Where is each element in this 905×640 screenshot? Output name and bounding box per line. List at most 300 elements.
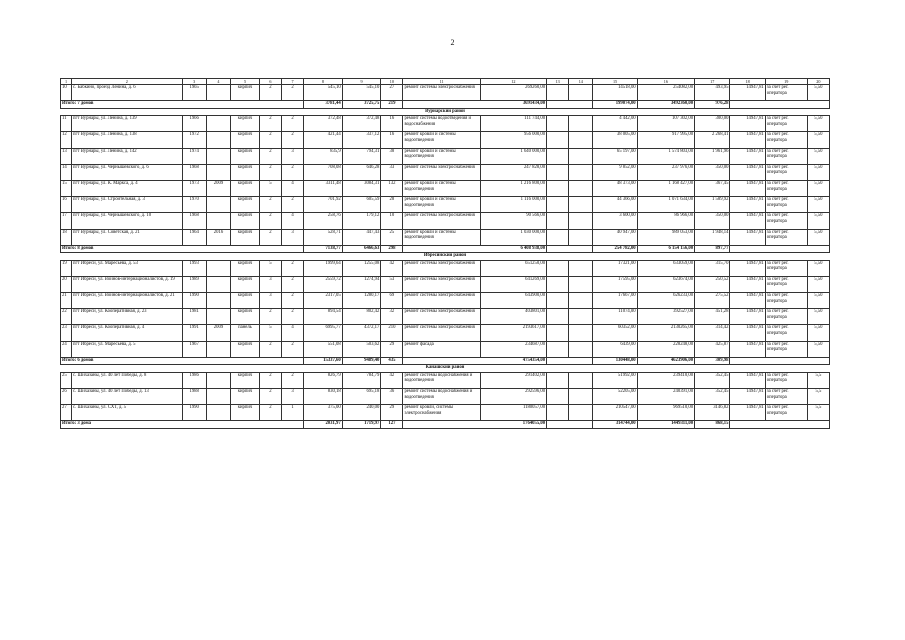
table-cell: 1180057,00: [480, 405, 546, 421]
table-cell: 14947,81: [730, 229, 765, 245]
table-cell: 5,50: [807, 309, 829, 325]
table-cell: [547, 197, 569, 213]
total-row: [61, 245, 830, 253]
table-row: [61, 148, 830, 164]
table-cell: 5,50: [807, 293, 829, 309]
table-cell: 1 961,96: [695, 148, 730, 164]
table-cell: 27: [61, 405, 72, 421]
table-cell: 14: [61, 164, 72, 180]
table-cell: 3725,75: [342, 101, 381, 109]
table-cell: [206, 389, 230, 405]
table-cell: кирпич: [231, 293, 260, 309]
table-row: [61, 197, 830, 213]
table-cell: кирпич: [231, 276, 260, 292]
table-cell: [569, 341, 593, 357]
table-cell: 14947,81: [730, 197, 765, 213]
table-cell: 38 005,00: [593, 132, 637, 148]
table-cell: за счет рег. оператора: [765, 148, 807, 164]
table-cell: 19: [61, 260, 72, 276]
table-cell: 254 782,00: [593, 245, 637, 253]
table-cell: 3 600,00: [593, 213, 637, 229]
table-cell: 3: [281, 229, 303, 245]
table-cell: 26: [61, 389, 72, 405]
table-cell: 3311,48: [304, 180, 343, 196]
table-cell: 20: [807, 79, 829, 85]
table-cell: кирпич: [231, 148, 260, 164]
table-cell: 956 000,00: [480, 132, 546, 148]
table-cell: [569, 405, 593, 421]
table-cell: 451,28: [695, 309, 730, 325]
table-cell: 337,12: [342, 132, 381, 148]
table-cell: 1 216 800,00: [480, 180, 546, 196]
table-cell: за счет рег. оператора: [765, 260, 807, 276]
table-cell: за счет рег. оператора: [765, 276, 807, 292]
table-cell: 36: [381, 389, 403, 405]
table-cell: 830,18: [304, 389, 343, 405]
table-cell: 2009: [206, 325, 230, 341]
table-cell: [206, 405, 230, 421]
table-cell: 5,50: [807, 325, 829, 341]
table-cell: [547, 421, 593, 429]
table-cell: 127: [381, 421, 403, 429]
table-cell: 868,15: [695, 421, 730, 429]
table-cell: 367,45: [695, 180, 730, 196]
table-cell: пгт Ибреси, ул. Воинов-интернационалистов, д. 19: [72, 276, 182, 292]
table-cell: 60352,00: [593, 325, 637, 341]
table-cell: 40 947,00: [593, 229, 637, 245]
table-cell: 503,62: [342, 341, 381, 357]
table-cell: 269260,00: [480, 85, 546, 101]
table-row: [61, 164, 830, 180]
table-cell: 493,95: [695, 85, 730, 101]
table-cell: 3: [259, 293, 281, 309]
table-cell: 291402,00: [480, 372, 546, 388]
table-cell: 1999,64: [304, 260, 343, 276]
table-cell: 69: [381, 293, 403, 309]
table-cell: за счет рег. оператора: [765, 116, 807, 132]
table-cell: 5,50: [807, 276, 829, 292]
table-cell: 3084,31: [342, 180, 381, 196]
table-cell: 14947,81: [730, 164, 765, 180]
table-cell: 6 408 938,00: [403, 245, 547, 253]
table-cell: 292596,00: [480, 389, 546, 405]
table-cell: 11: [403, 79, 480, 85]
table-cell: 1764055,00: [403, 421, 547, 429]
table-cell: 2: [281, 197, 303, 213]
table-cell: [206, 85, 230, 101]
table-cell: 917 995,00: [637, 132, 694, 148]
table-cell: [569, 85, 593, 101]
table-cell: 835,9: [304, 148, 343, 164]
table-cell: 2: [281, 116, 303, 132]
table-cell: за счет рег. оператора: [765, 213, 807, 229]
table-cell: 298: [381, 245, 403, 253]
table-cell: 16: [61, 197, 72, 213]
table-cell: 425,87: [695, 341, 730, 357]
table-cell: за счет рег. оператора: [765, 85, 807, 101]
table-cell: 10: [61, 85, 72, 101]
table-cell: 17595,00: [593, 276, 637, 292]
table-cell: кирпич: [231, 229, 260, 245]
table-cell: 1981: [182, 309, 206, 325]
table-cell: 6466,63: [342, 245, 381, 253]
table-cell: 5,50: [807, 180, 829, 196]
table-cell: 5,50: [807, 85, 829, 101]
table-cell: панель: [231, 325, 260, 341]
table-cell: 1 574 803,00: [637, 148, 694, 164]
table-cell: кирпич: [231, 132, 260, 148]
table-cell: 44 366,00: [593, 197, 637, 213]
table-cell: 2: [281, 85, 303, 101]
table-cell: за счет рег. оператора: [765, 372, 807, 388]
table-cell: ремонт системы водоснабжения и водоотведения: [403, 389, 480, 405]
table-cell: 237 976,00: [637, 164, 694, 180]
table-row: [61, 132, 830, 148]
table-cell: 275,52: [695, 293, 730, 309]
table-cell: 250,52: [695, 276, 730, 292]
table-cell: 1274,94: [342, 276, 381, 292]
table-cell: 2193617,00: [480, 325, 546, 341]
table-cell: 23: [61, 325, 72, 341]
table-cell: 2: [281, 372, 303, 388]
table-cell: 633059,00: [637, 260, 694, 276]
table-cell: 1280,17: [342, 293, 381, 309]
table-cell: 1: [281, 405, 303, 421]
table-cell: 14947,81: [730, 180, 765, 196]
table-cell: [206, 293, 230, 309]
table-cell: [569, 197, 593, 213]
table-cell: ремонт кровли, системы электроснабжения: [403, 405, 480, 421]
table-cell: 5: [259, 180, 281, 196]
table-cell: [547, 325, 569, 341]
table-cell: ремонт системы электроснабжения: [403, 293, 480, 309]
table-cell: 19: [765, 79, 807, 85]
table-cell: 14947,81: [730, 260, 765, 276]
table-cell: за счет рег. оператора: [765, 229, 807, 245]
table-cell: 2: [281, 341, 303, 357]
table-row: [61, 85, 830, 101]
table-cell: 5,5: [807, 389, 829, 405]
table-cell: за счет рег. оператора: [765, 180, 807, 196]
table-cell: 51992,00: [593, 372, 637, 388]
table-cell: [569, 325, 593, 341]
table-cell: 2: [259, 148, 281, 164]
table-cell: 826,79: [304, 372, 343, 388]
table-cell: 6995,77: [304, 325, 343, 341]
table-cell: 2: [281, 132, 303, 148]
table-cell: 2: [259, 309, 281, 325]
table-cell: Вурнарский район: [61, 108, 830, 116]
table-cell: 14947,81: [730, 116, 765, 132]
table-cell: 352,45: [695, 389, 730, 405]
table-cell: 130448,00: [593, 357, 637, 365]
table-cell: 199074,00: [593, 101, 637, 109]
table-cell: 5,5: [807, 372, 829, 388]
table-cell: кирпич: [231, 405, 260, 421]
table-cell: 16: [381, 132, 403, 148]
table-cell: 989 053,00: [637, 229, 694, 245]
table-cell: 2: [281, 309, 303, 325]
table-cell: [730, 101, 830, 109]
table-cell: 2: [259, 164, 281, 180]
table-cell: 5: [231, 79, 260, 85]
total-row: [61, 101, 830, 109]
page-number: 2: [450, 38, 455, 47]
table-cell: ремонт системы электроснабжения: [403, 213, 480, 229]
table-cell: 14947,81: [730, 293, 765, 309]
table-cell: 701,92: [304, 197, 343, 213]
table-cell: 10: [381, 79, 403, 85]
table-row: [61, 293, 830, 309]
table-cell: [569, 389, 593, 405]
table-cell: 545,10: [342, 85, 381, 101]
table-cell: пгт Ибреси, ул. Маресьева, д. 53: [72, 260, 182, 276]
table-cell: 4 442,00: [593, 116, 637, 132]
table-cell: 643900,00: [480, 293, 546, 309]
table-cell: 14947,81: [730, 148, 765, 164]
table-cell: 1974: [182, 148, 206, 164]
table-row: [61, 260, 830, 276]
table-cell: 1966: [182, 116, 206, 132]
table-cell: 1 116 000,00: [480, 197, 546, 213]
table-cell: 708,08: [304, 164, 343, 180]
table-cell: 392527,00: [637, 309, 694, 325]
table-cell: 7138,77: [304, 245, 343, 253]
table-cell: [569, 164, 593, 180]
table-cell: 5: [259, 260, 281, 276]
table-cell: 65 197,00: [593, 148, 637, 164]
table-cell: 258,76: [304, 213, 343, 229]
table-cell: 13: [61, 148, 72, 164]
table-cell: 111 744,00: [480, 116, 546, 132]
table-cell: ремонт системы водоотведения и водоснабжения: [403, 116, 480, 132]
table-cell: кирпич: [231, 197, 260, 213]
table-cell: 234687,00: [480, 341, 546, 357]
table-cell: [206, 309, 230, 325]
table-cell: 28: [381, 197, 403, 213]
table-cell: 5,50: [807, 116, 829, 132]
table-cell: 228248,00: [637, 341, 694, 357]
table-cell: 309,98: [695, 357, 730, 365]
table-cell: 25: [381, 229, 403, 245]
table-cell: 2: [259, 405, 281, 421]
table-cell: 14947,81: [730, 405, 765, 421]
table-cell: пгт Ибреси, ул. Воинов-интернационалистов, д. 21: [72, 293, 182, 309]
table-cell: 14947,81: [730, 325, 765, 341]
table-cell: 626233,00: [637, 293, 694, 309]
table-cell: 372,48: [342, 116, 381, 132]
table-cell: 2: [259, 229, 281, 245]
table-cell: [569, 372, 593, 388]
table-cell: 1968: [182, 213, 206, 229]
table-cell: 14947,81: [730, 389, 765, 405]
table-cell: с. Шихазаны, ул. 40 лет Победы, д. 13: [72, 389, 182, 405]
table-cell: 1 071 634,00: [637, 197, 694, 213]
table-cell: 1 589,92: [695, 197, 730, 213]
table-cell: 14947,81: [730, 372, 765, 388]
table-cell: 897,77: [695, 245, 730, 253]
table-cell: 16: [381, 116, 403, 132]
table-cell: 5,50: [807, 197, 829, 213]
table-row: [61, 389, 830, 405]
table-cell: 239410,00: [637, 372, 694, 388]
table-cell: 300,00: [695, 116, 730, 132]
table-cell: 240391,00: [637, 389, 694, 405]
table-cell: ремонт кровли и системы водоотведения: [403, 180, 480, 196]
table-cell: 1 030 000,00: [480, 229, 546, 245]
table-cell: 17667,00: [593, 293, 637, 309]
table-cell: 6: [259, 79, 281, 85]
table-cell: 1255,08: [342, 260, 381, 276]
table-cell: кирпич: [231, 309, 260, 325]
table-cell: 4: [281, 325, 303, 341]
table-cell: Итого: 6 домов: [61, 357, 304, 365]
table-cell: [206, 372, 230, 388]
table-cell: 894,54: [304, 309, 343, 325]
table-cell: [547, 180, 569, 196]
table-cell: 6439,00: [593, 341, 637, 357]
table-cell: 15337,60: [304, 357, 343, 365]
table-cell: 623674,00: [637, 276, 694, 292]
table-cell: 2: [259, 85, 281, 101]
table-cell: за счет рег. оператора: [765, 197, 807, 213]
table-cell: 5,50: [807, 213, 829, 229]
table-row: [61, 325, 830, 341]
table-cell: ремонт кровли и системы водоотведения: [403, 197, 480, 213]
table-cell: 3691434,00: [403, 101, 547, 109]
table-cell: [547, 229, 569, 245]
table-cell: 6 154 156,00: [637, 245, 694, 253]
table-cell: 11: [61, 116, 72, 132]
table-cell: 641269,00: [480, 276, 546, 292]
table-cell: 14: [569, 79, 593, 85]
table-row: [61, 276, 830, 292]
table-cell: 2: [259, 116, 281, 132]
table-cell: пгт Вурнары, ул. Строительная, д. 3: [72, 197, 182, 213]
table-cell: 1989: [182, 276, 206, 292]
table-cell: кирпич: [231, 164, 260, 180]
table-cell: [547, 293, 569, 309]
table-cell: 5,50: [807, 148, 829, 164]
table-cell: кирпич: [231, 389, 260, 405]
table-cell: 1 640 000,00: [480, 148, 546, 164]
table-cell: ремонт системы электроснабжения: [403, 164, 480, 180]
table-cell: 13: [547, 79, 569, 85]
table-cell: Итого: 7 домов: [61, 101, 304, 109]
table-cell: за счет рег. оператора: [765, 405, 807, 421]
table-cell: [206, 148, 230, 164]
table-cell: 4: [281, 213, 303, 229]
table-cell: пгт Ибреси, ул. Кооперативная, д. 4: [72, 325, 182, 341]
table-cell: 53: [381, 276, 403, 292]
table-cell: кирпич: [231, 260, 260, 276]
table-cell: ремонт системы электроснабжения: [403, 85, 480, 101]
table-cell: [569, 148, 593, 164]
table-cell: 3492360,00: [637, 101, 694, 109]
table-cell: кирпич: [231, 116, 260, 132]
table-cell: 22: [61, 309, 72, 325]
table-cell: кирпич: [231, 85, 260, 101]
table-cell: 1973: [182, 180, 206, 196]
table-cell: 17321,00: [593, 260, 637, 276]
table-cell: 17: [61, 213, 72, 229]
table-cell: ремонт кровли и системы водоотведения: [403, 148, 480, 164]
table-cell: 4623906,00: [637, 357, 694, 365]
table-cell: [547, 405, 569, 421]
table-cell: 2: [281, 293, 303, 309]
table-cell: 3: [182, 79, 206, 85]
table-cell: ремонт системы электроснабжения: [403, 309, 480, 325]
table-cell: [569, 116, 593, 132]
table-cell: 107 302,00: [637, 116, 694, 132]
table-cell: пгт Ибреси, ул. Маресьева, д. 5: [72, 341, 182, 357]
table-cell: ремонт системы электроснабжения: [403, 276, 480, 292]
table-cell: 33: [381, 164, 403, 180]
table-cell: 4372,17: [342, 325, 381, 341]
table-cell: 352,45: [695, 372, 730, 388]
table-cell: [569, 260, 593, 276]
table-cell: 90 566,00: [480, 213, 546, 229]
table-cell: 17: [695, 79, 730, 85]
table-cell: 314,42: [695, 325, 730, 341]
table-cell: [547, 164, 569, 180]
table-cell: 435: [381, 357, 403, 365]
table-cell: ремонт кровли и системы водоотведения: [403, 132, 480, 148]
table-cell: 25: [61, 372, 72, 388]
table-cell: 3: [281, 148, 303, 164]
table-cell: 29: [381, 341, 403, 357]
table-row: [61, 229, 830, 245]
table-cell: 5,50: [807, 229, 829, 245]
table-cell: 1 948,14: [695, 229, 730, 245]
table-cell: [730, 245, 830, 253]
table-cell: 1 168 427,00: [637, 180, 694, 196]
table-cell: 528,71: [304, 229, 343, 245]
table-cell: 4: [281, 180, 303, 196]
table-cell: 2: [259, 372, 281, 388]
table-cell: 42: [381, 372, 403, 388]
table-cell: 1965: [182, 85, 206, 101]
table-cell: 15: [593, 79, 637, 85]
table-cell: [547, 389, 569, 405]
table-cell: 1972: [182, 132, 206, 148]
table-cell: пгт Вурнары, ул. Ленина, д. 142: [72, 148, 182, 164]
table-cell: 2: [72, 79, 182, 85]
table-cell: 545,10: [304, 85, 343, 101]
table-cell: пгт Вурнары, ул. Ленина, д. 139: [72, 116, 182, 132]
table-cell: кирпич: [231, 213, 260, 229]
table-cell: 16: [637, 79, 694, 85]
table-cell: за счет рег. оператора: [765, 164, 807, 180]
table-cell: 1986: [182, 372, 206, 388]
table-cell: за счет рег. оператора: [765, 389, 807, 405]
table-cell: [206, 260, 230, 276]
table-cell: 976,28: [695, 101, 730, 109]
table-cell: 2317,05: [304, 293, 343, 309]
table-cell: 2: [281, 276, 303, 292]
table-row: [61, 213, 830, 229]
table-cell: 14518,00: [593, 85, 637, 101]
table-cell: 3: [259, 276, 281, 292]
table-cell: 1719,97: [342, 421, 381, 429]
table-cell: за счет рег. оператора: [765, 293, 807, 309]
table-cell: 179,12: [342, 213, 381, 229]
table-cell: 52205,00: [593, 389, 637, 405]
table-cell: 1990: [182, 293, 206, 309]
table-cell: 8: [304, 79, 343, 85]
table-cell: [206, 132, 230, 148]
table-cell: за счет рег. оператора: [765, 132, 807, 148]
